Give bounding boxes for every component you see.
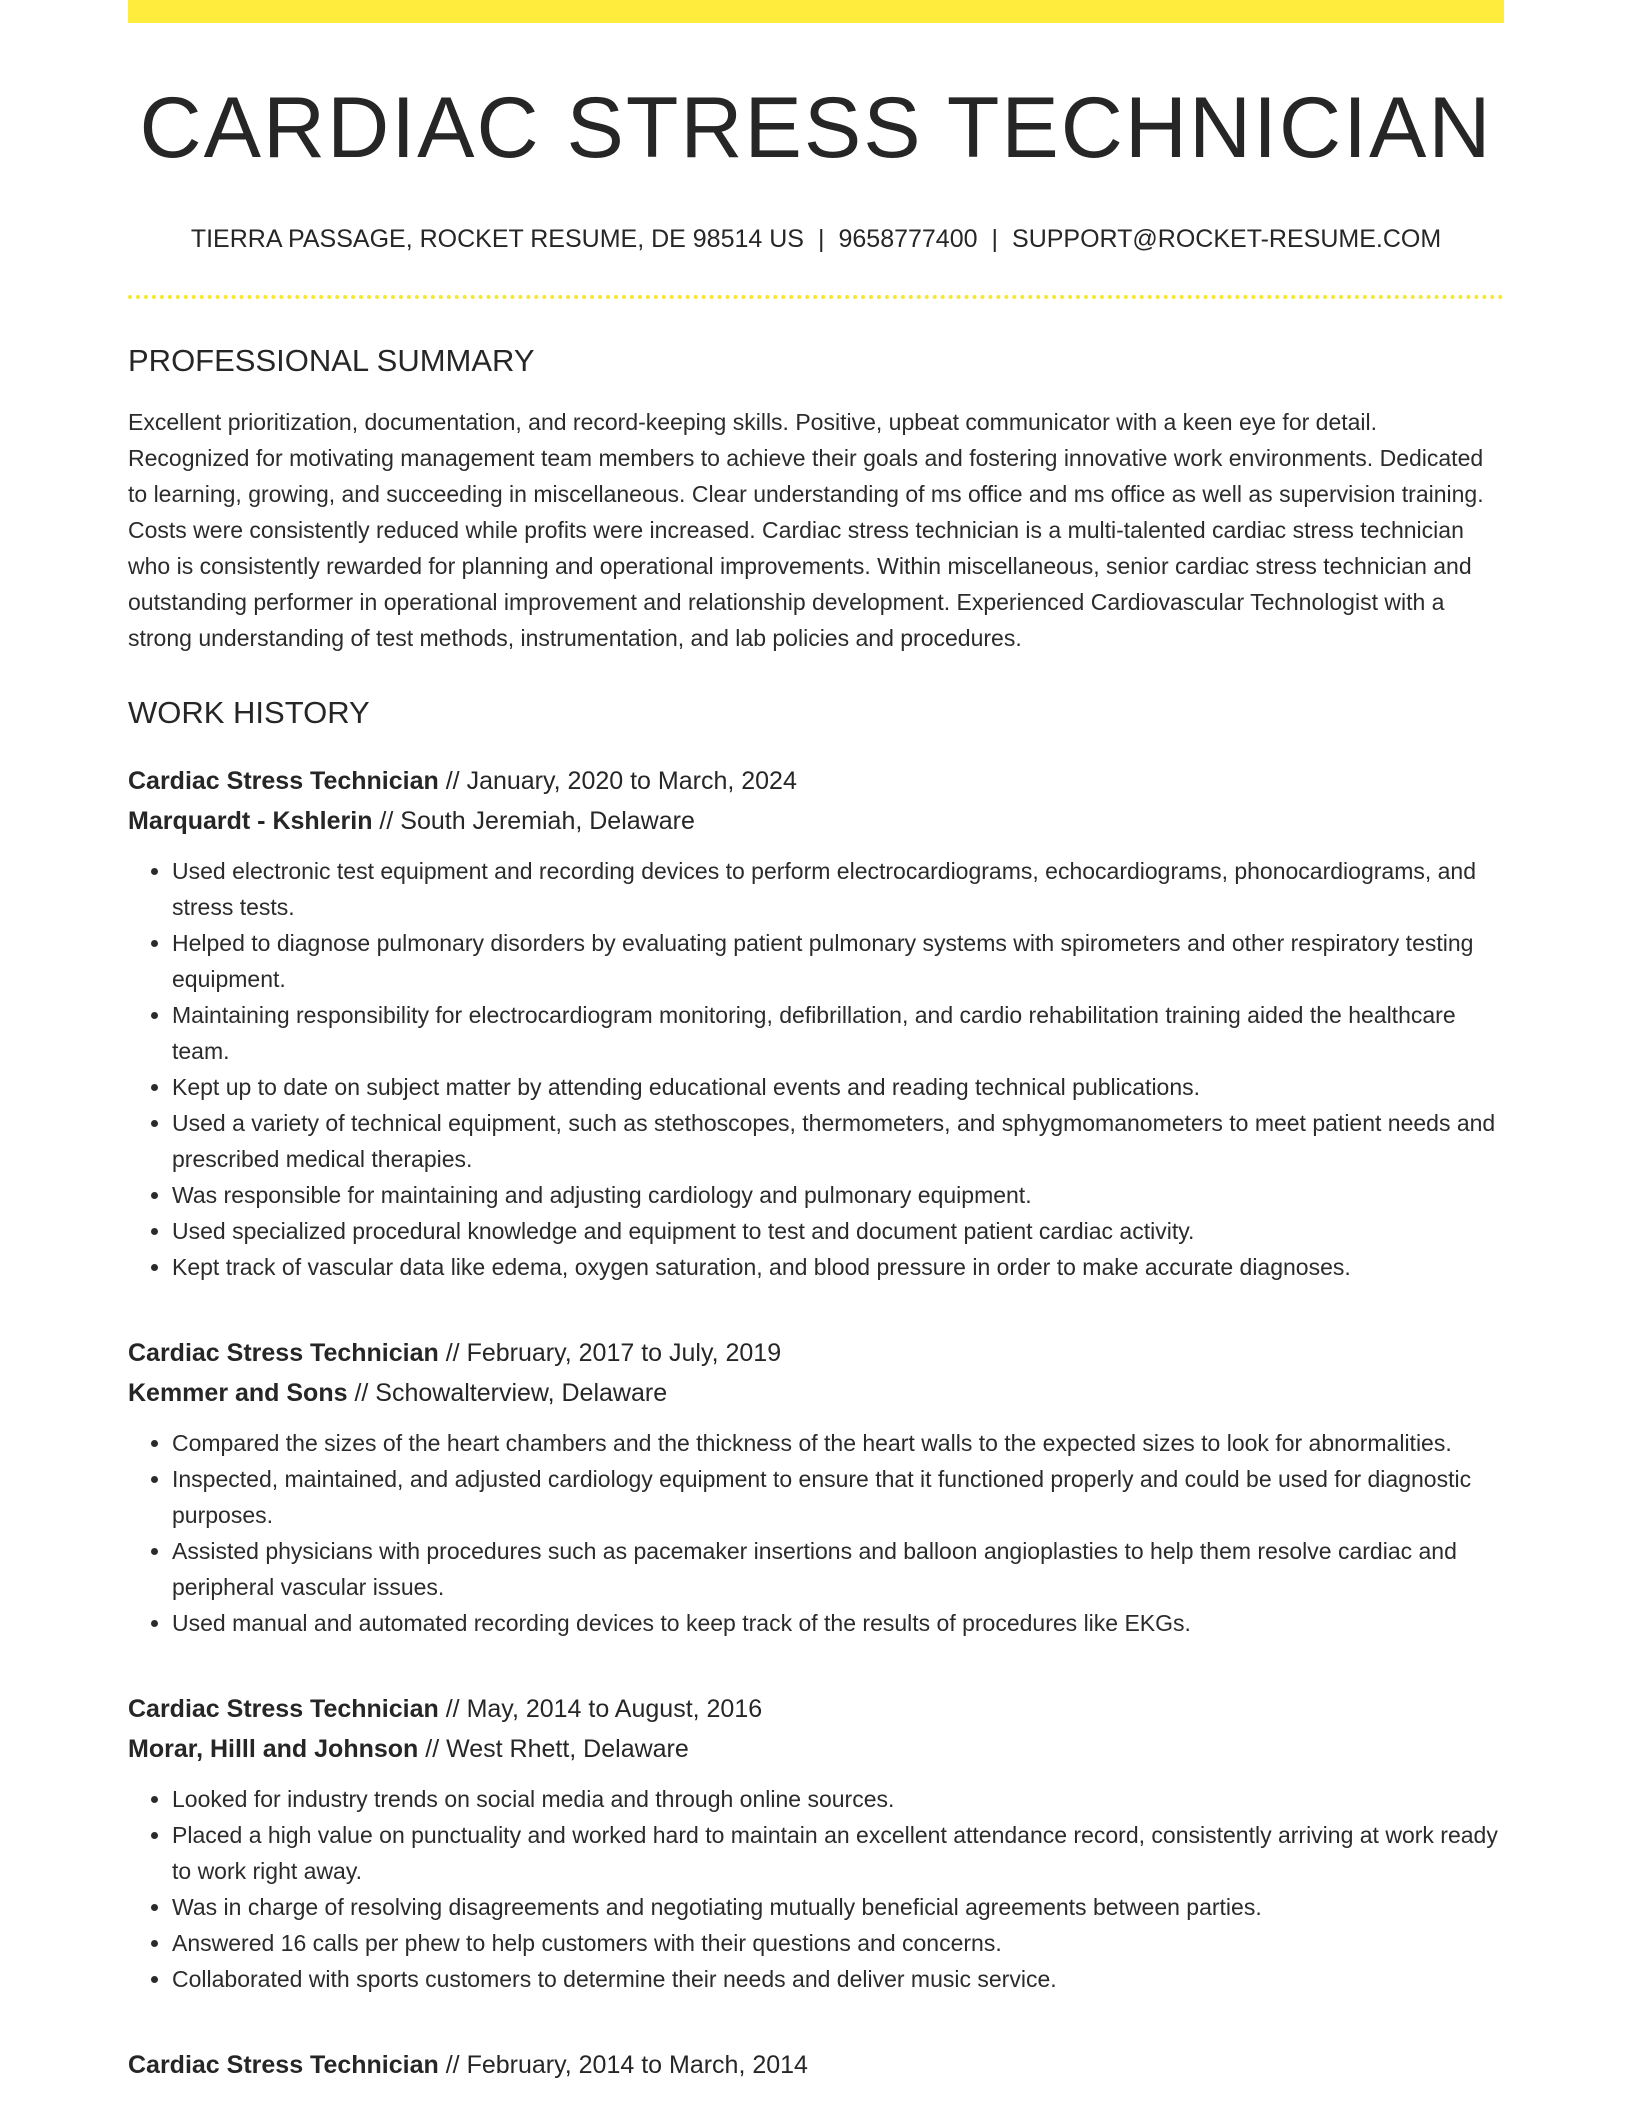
job-company: Marquardt - Kshlerin (128, 807, 373, 836)
job-bullet: • Used a variety of technical equipment, such as stethoscopes, thermometers, and sphygmomanometers to meet patient needs and prescribed medical therapies. (172, 1105, 1504, 1177)
job-company-line (128, 1373, 1504, 1413)
job-bullet: • Placed a high value on punctuality and worked hard to maintain an excellent attendance record, consistently arriving at work ready to work right away. (172, 1817, 1504, 1889)
job-dates: // February, 2014 to March, 2014 (438, 2051, 808, 2080)
work-history-list (128, 761, 1504, 2085)
job-bullet: • Used manual and automated recording devices to keep track of the results of procedures like EKGs. (172, 1605, 1504, 1641)
job-bullet-list (128, 1781, 1504, 1997)
job-bullet-list (128, 1425, 1504, 1641)
job-bullet: • Was responsible for maintaining and adjusting cardiology and pulmonary equipment. (172, 1177, 1504, 1213)
page-title: CARDIAC STRESS TECHNICIAN (139, 80, 1493, 176)
job-entry (128, 761, 1504, 1285)
job-title-line (128, 2045, 1504, 2085)
job-bullet: • Kept track of vascular data like edema, oxygen saturation, and blood pressure in order to make accurate diagnoses. (172, 1249, 1504, 1285)
job-company-line (128, 801, 1504, 841)
job-bullet: • Compared the sizes of the heart chambers and the thickness of the heart walls to the expected sizes to look for abnormalities. (172, 1425, 1504, 1461)
resume-page (128, 0, 1504, 2112)
dotted-divider (128, 295, 1504, 299)
job-bullet: • Kept up to date on subject matter by attending educational events and reading technical publications. (172, 1069, 1504, 1105)
job-company-line (128, 1729, 1504, 1769)
contact-email: SUPPORT@ROCKET-RESUME.COM (1012, 225, 1442, 254)
job-entry (128, 1689, 1504, 1997)
job-entry (128, 1333, 1504, 1641)
contact-separator: | (991, 225, 999, 254)
accent-top-bar (128, 0, 1504, 23)
job-bullet: • Used specialized procedural knowledge and equipment to test and document patient cardiac activity. (172, 1213, 1504, 1249)
job-title: Cardiac Stress Technician (128, 1695, 439, 1724)
summary-text: Excellent prioritization, documentation, and record-keeping skills. Positive, upbeat communicator with a keen eye for detail. Recognized for motivating management team members to achieve their goals and fostering innovative work environments. Dedicated to learning, growing, and succeeding in miscellaneous. Clear understanding of ms office and ms office as well as supervision training. Costs were consistently reduced while profits were increased. Cardiac stress technician is a multi-talented cardiac stress technician who is consistently rewarded for planning and operational improvements. Within miscellaneous, senior cardiac stress technician and outstanding performer in operational improvement and relationship development. Experienced Cardiovascular Technologist with a strong understanding of test methods, instrumentation, and lab policies and procedures. (128, 408, 1484, 651)
job-location: // West Rhett, Delaware (418, 1735, 689, 1764)
summary-heading: PROFESSIONAL SUMMARY (128, 342, 535, 378)
job-title: Cardiac Stress Technician (128, 2051, 439, 2080)
job-company: Morar, Hilll and Johnson (128, 1735, 419, 1764)
job-title-line (128, 761, 1504, 801)
job-title: Cardiac Stress Technician (128, 767, 439, 796)
work-history-heading: WORK HISTORY (128, 694, 370, 730)
job-title: Cardiac Stress Technician (128, 1339, 439, 1368)
job-bullet: • Assisted physicians with procedures such as pacemaker insertions and balloon angioplasties to help them resolve cardiac and peripheral vascular issues. (172, 1533, 1504, 1605)
job-bullet: • Inspected, maintained, and adjusted cardiology equipment to ensure that it functioned properly and could be used for diagnostic purposes. (172, 1461, 1504, 1533)
job-company: Kemmer and Sons (128, 1379, 348, 1408)
job-bullet: • Collaborated with sports customers to determine their needs and deliver music service. (172, 1961, 1504, 1997)
contact-address: TIERRA PASSAGE, ROCKET RESUME, DE 98514 US (190, 225, 804, 254)
job-bullet: • Used electronic test equipment and recording devices to perform electrocardiograms, echocardiograms, phonocardiograms, and stress tests. (172, 853, 1504, 925)
job-title-line (128, 1333, 1504, 1373)
contact-line (128, 223, 1504, 256)
job-bullet-list (128, 853, 1504, 1285)
job-bullet: • Maintaining responsibility for electrocardiogram monitoring, defibrillation, and cardio rehabilitation training aided the healthcare team. (172, 997, 1504, 1069)
job-bullet: • Helped to diagnose pulmonary disorders by evaluating patient pulmonary systems with spirometers and other respiratory testing equipment. (172, 925, 1504, 997)
job-bullet: • Was in charge of resolving disagreements and negotiating mutually beneficial agreements between parties. (172, 1889, 1504, 1925)
job-dates: // February, 2017 to July, 2019 (438, 1339, 782, 1368)
job-location: // Schowalterview, Delaware (347, 1379, 668, 1408)
job-bullet: • Looked for industry trends on social media and through online sources. (172, 1781, 1504, 1817)
job-location: // South Jeremiah, Delaware (372, 807, 695, 836)
job-dates: // January, 2020 to March, 2024 (438, 767, 797, 796)
contact-phone: 9658777400 (838, 225, 978, 254)
job-title-line (128, 1689, 1504, 1729)
job-bullet: • Answered 16 calls per phew to help customers with their questions and concerns. (172, 1925, 1504, 1961)
job-entry (128, 2045, 1504, 2085)
job-dates: // May, 2014 to August, 2016 (438, 1695, 763, 1724)
contact-separator: | (817, 225, 825, 254)
